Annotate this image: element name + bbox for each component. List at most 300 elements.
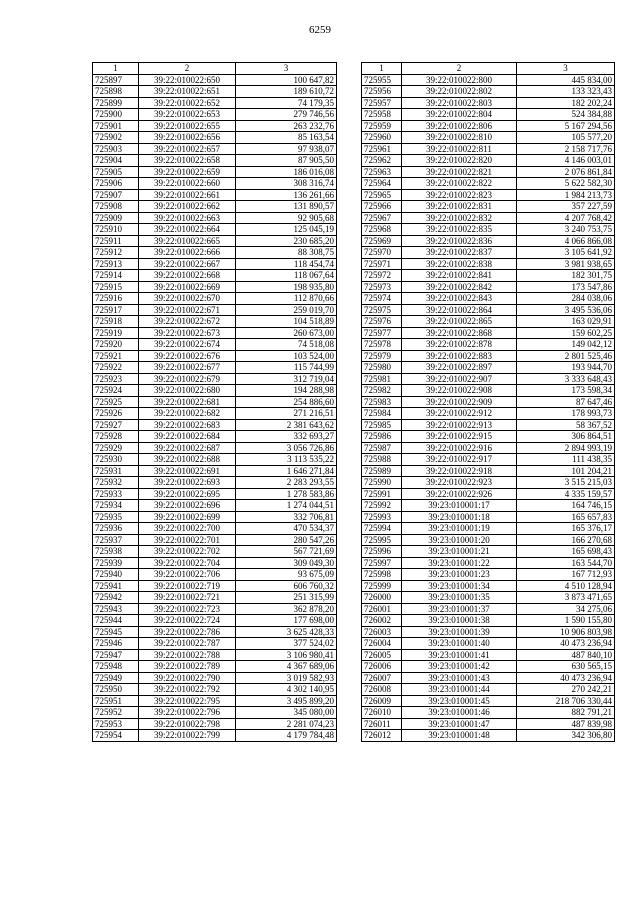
cadastral-number: 39:22:010022:811	[402, 143, 517, 155]
cadastral-number: 39:23:010001:38	[402, 615, 517, 627]
record-number: 725951	[93, 695, 139, 707]
cadastral-value: 3 873 471,65	[517, 592, 615, 604]
cadastral-number: 39:22:010022:821	[402, 166, 517, 178]
cadastral-number: 39:22:010022:792	[139, 684, 236, 696]
cadastral-value: 280 547,26	[236, 534, 337, 546]
cadastral-number: 39:22:010022:868	[402, 327, 517, 339]
record-number: 725983	[362, 396, 402, 408]
cadastral-number: 39:22:010022:823	[402, 189, 517, 201]
record-number: 725904	[93, 155, 139, 167]
table-row	[93, 603, 337, 615]
cadastral-number: 39:22:010022:803	[402, 97, 517, 109]
table-row	[93, 281, 337, 293]
cadastral-value: 87 905,50	[236, 155, 337, 167]
table-row	[362, 580, 615, 592]
cadastral-value: 524 384,88	[517, 109, 615, 121]
cadastral-value: 87 647,46	[517, 396, 615, 408]
table-row	[93, 166, 337, 178]
cadastral-value: 3 113 535,22	[236, 454, 337, 466]
record-number: 725933	[93, 488, 139, 500]
table-row	[362, 247, 615, 259]
cadastral-value: 74 179,35	[236, 97, 337, 109]
record-number: 725901	[93, 120, 139, 132]
cadastral-value: 4 302 140,95	[236, 684, 337, 696]
record-number: 726007	[362, 672, 402, 684]
record-number: 725961	[362, 143, 402, 155]
cadastral-number: 39:22:010022:679	[139, 373, 236, 385]
table-row	[362, 649, 615, 661]
table-row	[93, 258, 337, 270]
table-row	[93, 419, 337, 431]
cadastral-number: 39:22:010022:657	[139, 143, 236, 155]
record-number: 725981	[362, 373, 402, 385]
cadastral-number: 39:22:010022:669	[139, 281, 236, 293]
record-number: 725932	[93, 477, 139, 489]
table-row	[362, 293, 615, 305]
cadastral-value: 5 167 294,56	[517, 120, 615, 132]
table-row	[93, 477, 337, 489]
table-row	[93, 201, 337, 213]
cadastral-number: 39:23:010001:34	[402, 580, 517, 592]
record-number: 725997	[362, 557, 402, 569]
cadastral-value: 882 791,21	[517, 707, 615, 719]
cadastral-number: 39:22:010022:681	[139, 396, 236, 408]
cadastral-value: 131 890,57	[236, 201, 337, 213]
cadastral-value: 3 056 726,86	[236, 442, 337, 454]
record-number: 725935	[93, 511, 139, 523]
cadastral-value: 487 840,10	[517, 649, 615, 661]
table-row	[362, 109, 615, 121]
table-row	[93, 97, 337, 109]
cadastral-number: 39:22:010022:820	[402, 155, 517, 167]
record-number: 725987	[362, 442, 402, 454]
record-number: 725907	[93, 189, 139, 201]
table-row	[93, 350, 337, 362]
table-row	[362, 258, 615, 270]
table-row	[362, 166, 615, 178]
cadastral-number: 39:22:010022:721	[139, 592, 236, 604]
cadastral-number: 39:22:010022:795	[139, 695, 236, 707]
record-number: 725984	[362, 408, 402, 420]
cadastral-number: 39:22:010022:810	[402, 132, 517, 144]
record-number: 725920	[93, 339, 139, 351]
header-col-1: 1	[362, 63, 402, 75]
table-row	[362, 408, 615, 420]
cadastral-number: 39:23:010001:46	[402, 707, 517, 719]
cadastral-number: 39:22:010022:659	[139, 166, 236, 178]
cadastral-value: 4 066 866,08	[517, 235, 615, 247]
table-row	[93, 454, 337, 466]
cadastral-value: 193 944,70	[517, 362, 615, 374]
cadastral-number: 39:22:010022:806	[402, 120, 517, 132]
record-number: 725982	[362, 385, 402, 397]
table-row	[93, 684, 337, 696]
cadastral-number: 39:22:010022:916	[402, 442, 517, 454]
table-row	[362, 212, 615, 224]
cadastral-number: 39:22:010022:691	[139, 465, 236, 477]
cadastral-value: 362 878,20	[236, 603, 337, 615]
cadastral-value: 34 275,06	[517, 603, 615, 615]
table-row	[362, 178, 615, 190]
cadastral-value: 2 283 293,55	[236, 477, 337, 489]
cadastral-value: 3 105 641,92	[517, 247, 615, 259]
record-number: 725899	[93, 97, 139, 109]
record-number: 726002	[362, 615, 402, 627]
record-number: 725948	[93, 661, 139, 673]
record-number: 725988	[362, 454, 402, 466]
cadastral-number: 39:22:010022:665	[139, 235, 236, 247]
table-row	[93, 695, 337, 707]
table-row	[362, 500, 615, 512]
record-number: 725993	[362, 511, 402, 523]
table-row	[362, 454, 615, 466]
table-row	[93, 385, 337, 397]
record-number: 725972	[362, 270, 402, 282]
cadastral-number: 39:22:010022:908	[402, 385, 517, 397]
cadastral-value: 487 839,98	[517, 718, 615, 730]
cadastral-value: 105 577,20	[517, 132, 615, 144]
record-number: 725911	[93, 235, 139, 247]
cadastral-value: 118 454,74	[236, 258, 337, 270]
cadastral-value: 4 146 003,01	[517, 155, 615, 167]
record-number: 725958	[362, 109, 402, 121]
cadastral-number: 39:22:010022:655	[139, 120, 236, 132]
record-number: 725906	[93, 178, 139, 190]
record-number: 725994	[362, 523, 402, 535]
record-number: 725897	[93, 74, 139, 86]
cadastral-value: 2 801 525,46	[517, 350, 615, 362]
cadastral-number: 39:22:010022:660	[139, 178, 236, 190]
cadastral-number: 39:22:010022:831	[402, 201, 517, 213]
record-number: 725902	[93, 132, 139, 144]
table-row	[362, 511, 615, 523]
cadastral-value: 306 864,51	[517, 431, 615, 443]
cadastral-number: 39:23:010001:20	[402, 534, 517, 546]
record-number: 725927	[93, 419, 139, 431]
cadastral-value: 165 376,17	[517, 523, 615, 535]
cadastral-value: 118 067,64	[236, 270, 337, 282]
table-row	[93, 189, 337, 201]
cadastral-value: 163 544,70	[517, 557, 615, 569]
cadastral-number: 39:22:010022:658	[139, 155, 236, 167]
cadastral-number: 39:22:010022:786	[139, 626, 236, 638]
record-number: 726012	[362, 730, 402, 742]
cadastral-value: 342 306,80	[517, 730, 615, 742]
table-row	[362, 74, 615, 86]
cadastral-value: 159 602,25	[517, 327, 615, 339]
table-row	[362, 281, 615, 293]
table-row	[362, 546, 615, 558]
table-row	[362, 603, 615, 615]
cadastral-number: 39:22:010022:668	[139, 270, 236, 282]
cadastral-value: 345 080,00	[236, 707, 337, 719]
cadastral-number: 39:22:010022:798	[139, 718, 236, 730]
header-col-1: 1	[93, 63, 139, 75]
record-number: 725949	[93, 672, 139, 684]
cadastral-value: 270 242,21	[517, 684, 615, 696]
record-number: 725992	[362, 500, 402, 512]
cadastral-value: 3 106 980,41	[236, 649, 337, 661]
cadastral-value: 2 381 643,62	[236, 419, 337, 431]
cadastral-value: 260 673,00	[236, 327, 337, 339]
record-number: 725919	[93, 327, 139, 339]
cadastral-number: 39:23:010001:43	[402, 672, 517, 684]
cadastral-number: 39:23:010001:17	[402, 500, 517, 512]
cadastral-value: 115 744,99	[236, 362, 337, 374]
table-row	[93, 707, 337, 719]
cadastral-value: 186 016,08	[236, 166, 337, 178]
record-number: 725967	[362, 212, 402, 224]
cadastral-number: 39:22:010022:917	[402, 454, 517, 466]
cadastral-number: 39:22:010022:787	[139, 638, 236, 650]
record-number: 725989	[362, 465, 402, 477]
record-number: 725903	[93, 143, 139, 155]
record-number: 725962	[362, 155, 402, 167]
cadastral-value: 5 622 582,30	[517, 178, 615, 190]
record-number: 725963	[362, 166, 402, 178]
cadastral-value: 4 367 689,06	[236, 661, 337, 673]
header-col-2: 2	[139, 63, 236, 75]
table-row	[362, 350, 615, 362]
cadastral-number: 39:22:010022:883	[402, 350, 517, 362]
record-number: 725946	[93, 638, 139, 650]
record-number: 725910	[93, 224, 139, 236]
cadastral-number: 39:22:010022:907	[402, 373, 517, 385]
record-number: 725964	[362, 178, 402, 190]
table-row	[93, 270, 337, 282]
record-number: 725929	[93, 442, 139, 454]
header-col-2: 2	[402, 63, 517, 75]
cadastral-value: 312 719,04	[236, 373, 337, 385]
cadastral-value: 165 657,83	[517, 511, 615, 523]
record-number: 725925	[93, 396, 139, 408]
cadastral-number: 39:22:010022:841	[402, 270, 517, 282]
cadastral-value: 567 721,69	[236, 546, 337, 558]
cadastral-value: 332 706,81	[236, 511, 337, 523]
cadastral-value: 251 315,99	[236, 592, 337, 604]
cadastral-number: 39:22:010022:666	[139, 247, 236, 259]
cadastral-value: 178 993,73	[517, 408, 615, 420]
table-row	[93, 247, 337, 259]
cadastral-value: 100 647,82	[236, 74, 337, 86]
record-number: 725915	[93, 281, 139, 293]
record-number: 725960	[362, 132, 402, 144]
cadastral-number: 39:22:010022:912	[402, 408, 517, 420]
cadastral-value: 4 510 128,94	[517, 580, 615, 592]
cadastral-value: 3 625 428,33	[236, 626, 337, 638]
cadastral-number: 39:22:010022:677	[139, 362, 236, 374]
record-number: 725924	[93, 385, 139, 397]
table-row	[93, 212, 337, 224]
record-number: 725941	[93, 580, 139, 592]
cadastral-number: 39:23:010001:22	[402, 557, 517, 569]
table-row	[93, 431, 337, 443]
table-row	[93, 488, 337, 500]
record-number: 725990	[362, 477, 402, 489]
register-table-left	[92, 62, 337, 742]
record-number: 725985	[362, 419, 402, 431]
table-row	[93, 304, 337, 316]
cadastral-number: 39:22:010022:800	[402, 74, 517, 86]
table-row	[93, 569, 337, 581]
cadastral-number: 39:22:010022:652	[139, 97, 236, 109]
cadastral-number: 39:22:010022:676	[139, 350, 236, 362]
cadastral-value: 332 693,27	[236, 431, 337, 443]
record-number: 725971	[362, 258, 402, 270]
table-row	[93, 546, 337, 558]
table-row	[362, 304, 615, 316]
record-number: 725966	[362, 201, 402, 213]
cadastral-value: 40 473 236,94	[517, 672, 615, 684]
record-number: 725975	[362, 304, 402, 316]
table-row	[362, 132, 615, 144]
cadastral-value: 259 019,70	[236, 304, 337, 316]
cadastral-number: 39:22:010022:909	[402, 396, 517, 408]
record-number: 726009	[362, 695, 402, 707]
table-row	[93, 293, 337, 305]
cadastral-number: 39:23:010001:44	[402, 684, 517, 696]
table-row	[362, 316, 615, 328]
table-row	[93, 592, 337, 604]
table-row	[93, 224, 337, 236]
cadastral-number: 39:22:010022:864	[402, 304, 517, 316]
header-col-3: 3	[517, 63, 615, 75]
register-table-right	[361, 62, 615, 742]
table-row	[93, 86, 337, 98]
cadastral-number: 39:22:010022:664	[139, 224, 236, 236]
record-number: 725940	[93, 569, 139, 581]
cadastral-value: 1 278 583,86	[236, 488, 337, 500]
cadastral-value: 630 565,15	[517, 661, 615, 673]
table-row	[93, 316, 337, 328]
record-number: 725952	[93, 707, 139, 719]
table-row	[93, 534, 337, 546]
record-number: 725913	[93, 258, 139, 270]
record-number: 725936	[93, 523, 139, 535]
table-row	[362, 362, 615, 374]
cadastral-number: 39:22:010022:790	[139, 672, 236, 684]
table-row	[362, 684, 615, 696]
table-row	[362, 224, 615, 236]
cadastral-value: 4 179 784,48	[236, 730, 337, 742]
cadastral-value: 357 227,59	[517, 201, 615, 213]
cadastral-number: 39:22:010022:663	[139, 212, 236, 224]
cadastral-value: 189 610,72	[236, 86, 337, 98]
record-number: 725996	[362, 546, 402, 558]
table-row	[362, 86, 615, 98]
table-row	[362, 730, 615, 742]
cadastral-value: 93 675,09	[236, 569, 337, 581]
table-row	[93, 132, 337, 144]
cadastral-value: 1 646 271,84	[236, 465, 337, 477]
record-number: 725977	[362, 327, 402, 339]
record-number: 725957	[362, 97, 402, 109]
cadastral-value: 104 518,89	[236, 316, 337, 328]
cadastral-value: 2 076 861,84	[517, 166, 615, 178]
cadastral-number: 39:23:010001:42	[402, 661, 517, 673]
cadastral-value: 4 335 159,57	[517, 488, 615, 500]
cadastral-value: 3 333 648,43	[517, 373, 615, 385]
table-row	[93, 511, 337, 523]
cadastral-number: 39:22:010022:832	[402, 212, 517, 224]
record-number: 725905	[93, 166, 139, 178]
cadastral-value: 3 019 582,93	[236, 672, 337, 684]
cadastral-value: 445 834,00	[517, 74, 615, 86]
table-row	[362, 442, 615, 454]
record-number: 725950	[93, 684, 139, 696]
cadastral-number: 39:23:010001:37	[402, 603, 517, 615]
table-row	[362, 201, 615, 213]
cadastral-number: 39:22:010022:674	[139, 339, 236, 351]
cadastral-value: 112 870,66	[236, 293, 337, 305]
cadastral-value: 606 760,32	[236, 580, 337, 592]
cadastral-value: 1 274 044,51	[236, 500, 337, 512]
record-number: 725998	[362, 569, 402, 581]
cadastral-value: 254 886,60	[236, 396, 337, 408]
table-row	[93, 120, 337, 132]
record-number: 725908	[93, 201, 139, 213]
record-number: 725978	[362, 339, 402, 351]
cadastral-number: 39:22:010022:923	[402, 477, 517, 489]
cadastral-number: 39:22:010022:656	[139, 132, 236, 144]
table-row	[362, 488, 615, 500]
cadastral-number: 39:22:010022:723	[139, 603, 236, 615]
table-row	[93, 143, 337, 155]
cadastral-number: 39:22:010022:661	[139, 189, 236, 201]
record-number: 725939	[93, 557, 139, 569]
cadastral-number: 39:22:010022:702	[139, 546, 236, 558]
cadastral-value: 133 323,43	[517, 86, 615, 98]
cadastral-number: 39:22:010022:835	[402, 224, 517, 236]
cadastral-number: 39:22:010022:799	[139, 730, 236, 742]
record-number: 725969	[362, 235, 402, 247]
cadastral-value: 182 202,24	[517, 97, 615, 109]
table-row	[93, 523, 337, 535]
record-number: 725923	[93, 373, 139, 385]
header-col-3: 3	[236, 63, 337, 75]
cadastral-number: 39:22:010022:662	[139, 201, 236, 213]
record-number: 725945	[93, 626, 139, 638]
record-number: 725942	[93, 592, 139, 604]
table-row	[362, 695, 615, 707]
record-number: 725930	[93, 454, 139, 466]
cadastral-value: 4 207 768,42	[517, 212, 615, 224]
cadastral-number: 39:23:010001:23	[402, 569, 517, 581]
record-number: 726008	[362, 684, 402, 696]
cadastral-value: 97 938,07	[236, 143, 337, 155]
cadastral-number: 39:22:010022:724	[139, 615, 236, 627]
record-number: 725898	[93, 86, 139, 98]
cadastral-number: 39:23:010001:39	[402, 626, 517, 638]
cadastral-value: 173 547,86	[517, 281, 615, 293]
table-row	[93, 178, 337, 190]
cadastral-number: 39:22:010022:897	[402, 362, 517, 374]
record-number: 725953	[93, 718, 139, 730]
table-row	[93, 557, 337, 569]
cadastral-number: 39:23:010001:19	[402, 523, 517, 535]
table-row	[93, 580, 337, 592]
table-header-row	[93, 63, 337, 75]
table-row	[93, 730, 337, 742]
cadastral-number: 39:22:010022:822	[402, 178, 517, 190]
record-number: 725914	[93, 270, 139, 282]
cadastral-value: 3 515 215,03	[517, 477, 615, 489]
table-row	[362, 638, 615, 650]
cadastral-value: 3 240 753,75	[517, 224, 615, 236]
table-row	[362, 707, 615, 719]
record-number: 725926	[93, 408, 139, 420]
table-row	[362, 592, 615, 604]
